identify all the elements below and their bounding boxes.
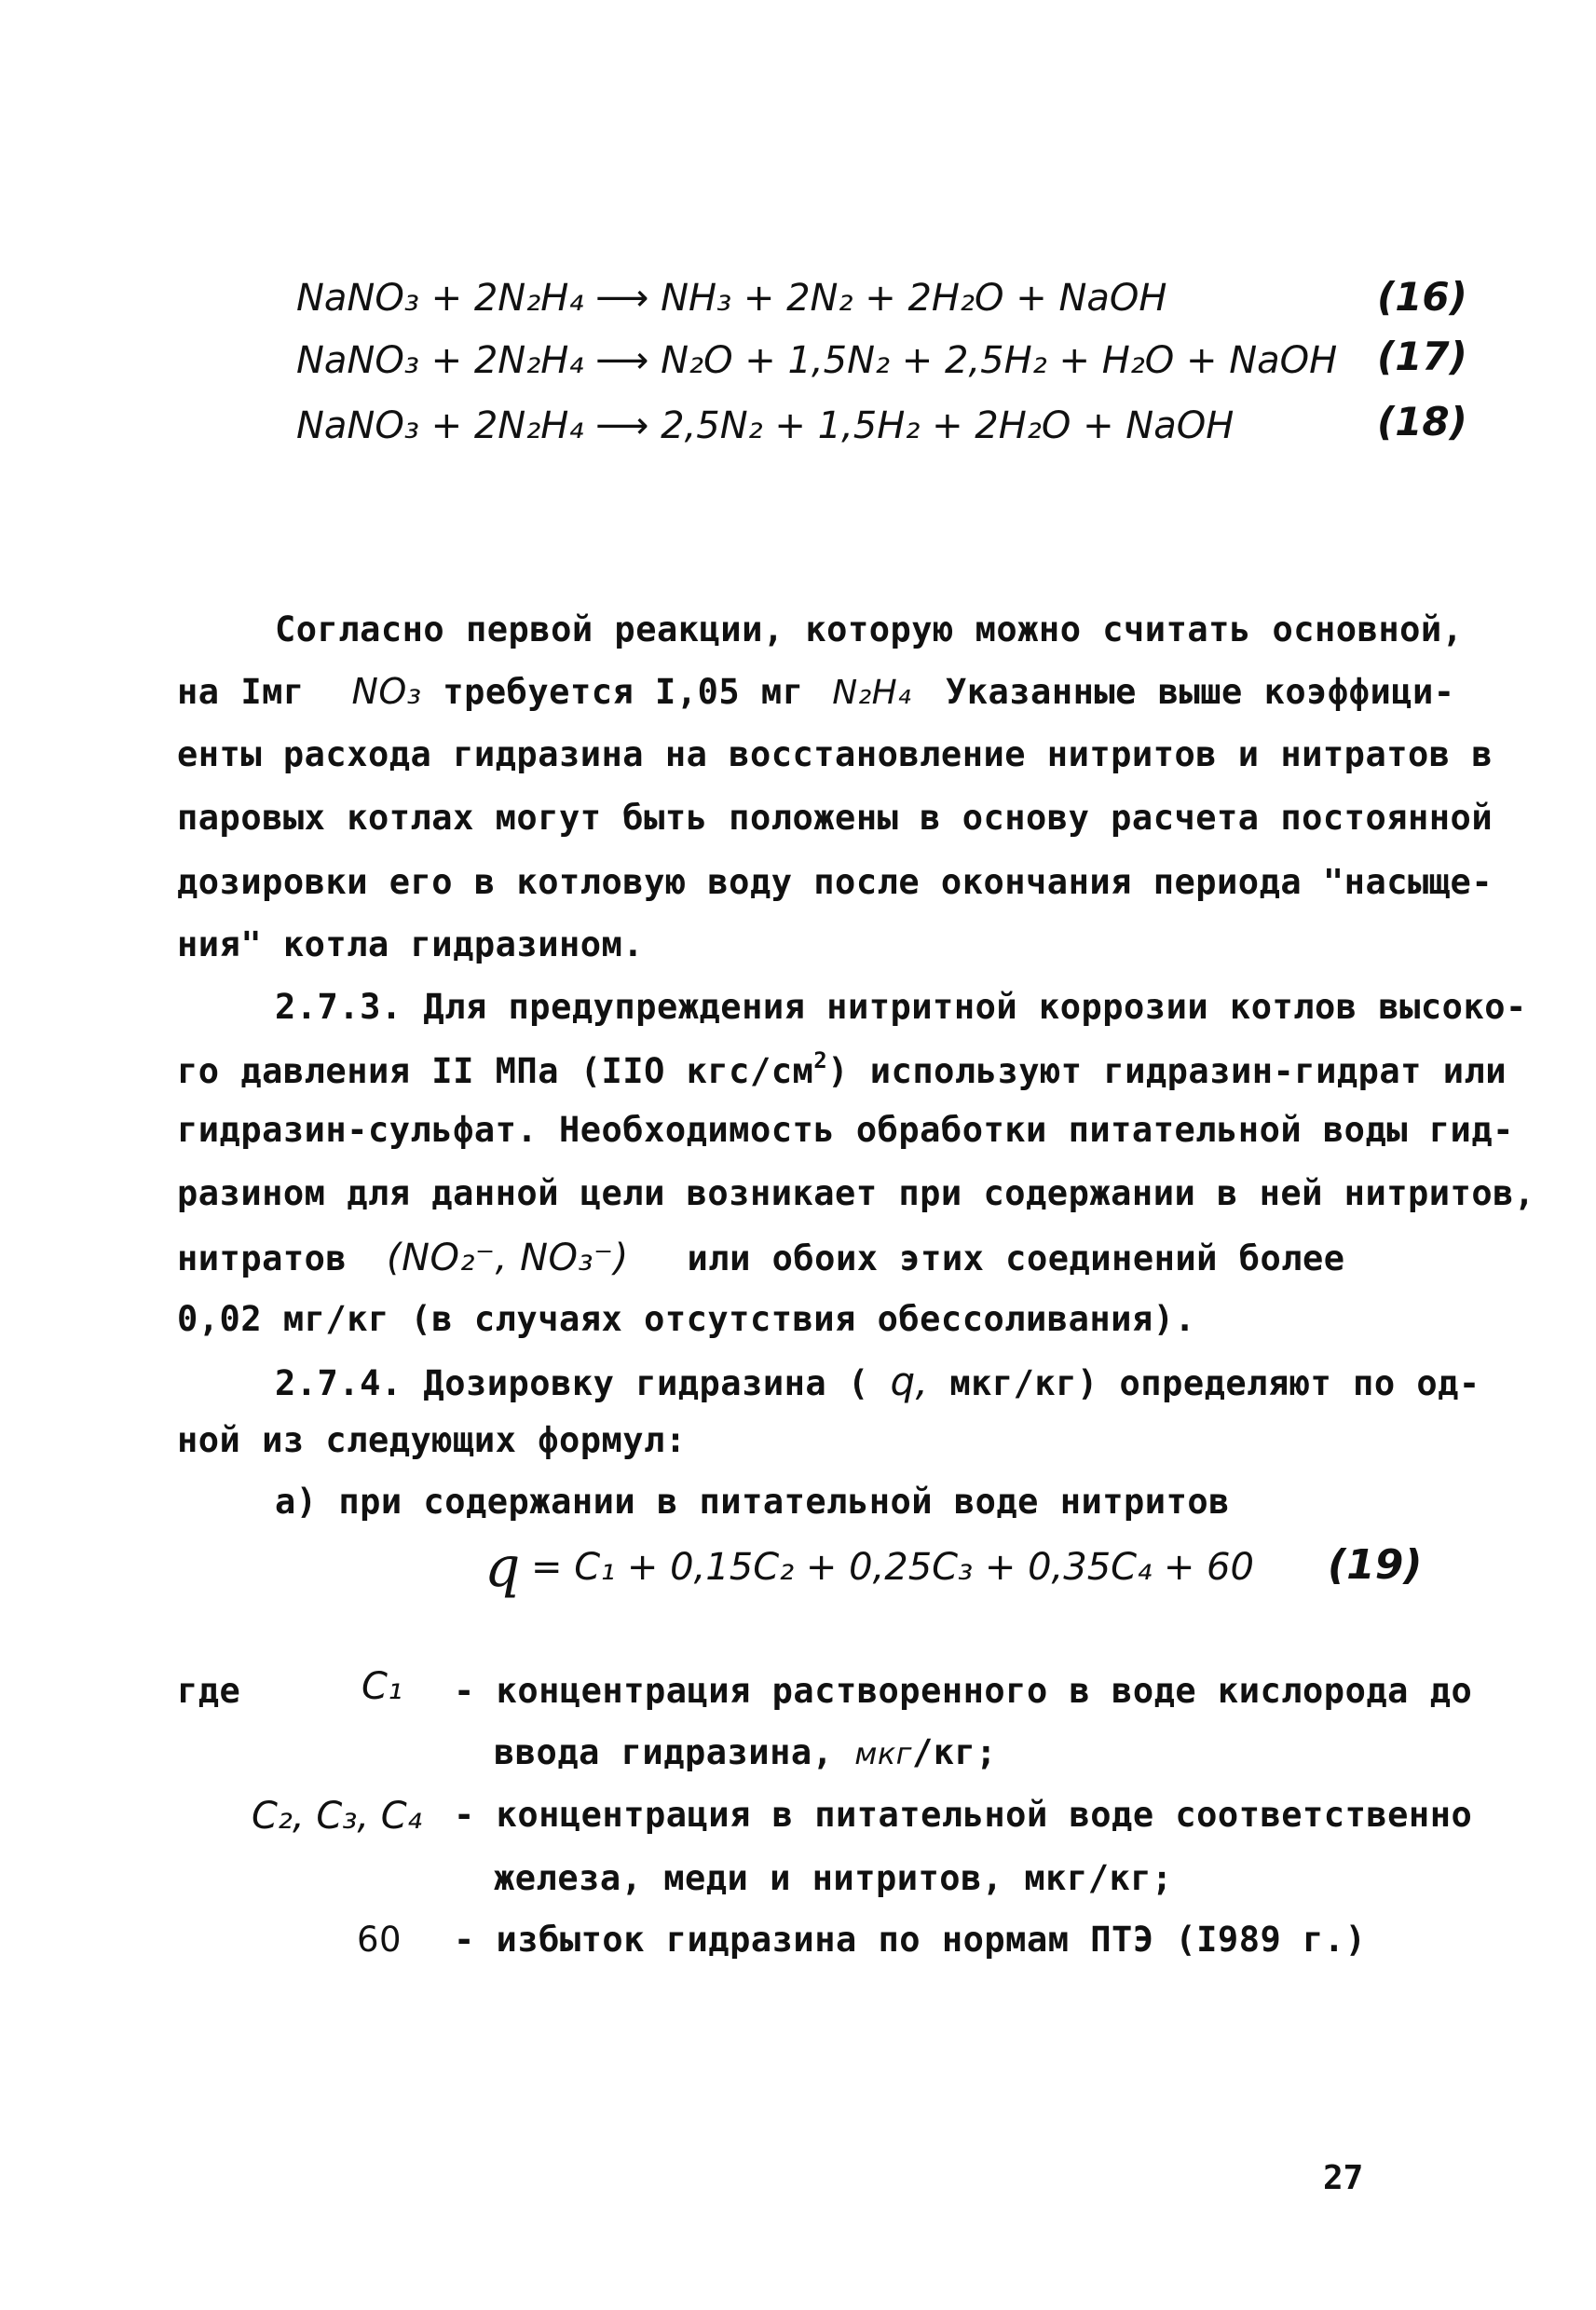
paragraph-2-line-6: 0,02 мг/кг (в случаях отсутствия обессоливания). bbox=[177, 1299, 1196, 1339]
def-c2-text-line-2: железа, меди и нитритов, мкг/кг; bbox=[494, 1858, 1173, 1898]
equation-16-label: (16) bbox=[1377, 274, 1467, 320]
def-c1-text-a: ввода гидразина, bbox=[494, 1732, 834, 1772]
equation-16: NaNO₃ + 2N₂H₄ ⟶ NH₃ + 2N₂ + 2H₂O + NaOH bbox=[296, 277, 1167, 320]
equation-18-label: (18) bbox=[1377, 399, 1467, 444]
p2-superscript: 2 bbox=[813, 1047, 828, 1073]
def-c1-symbol: C₁ bbox=[361, 1665, 402, 1708]
p2-text-a: го давления II МПа (IIO кгс/см bbox=[177, 1051, 814, 1091]
paragraph-1-line-2 bbox=[177, 671, 1455, 712]
paragraph-3-line-2: ной из следующих формул: bbox=[177, 1420, 687, 1460]
p3-text-b: мкг/кг) определяют по од- bbox=[949, 1363, 1480, 1403]
paragraph-3-line-1 bbox=[275, 1359, 1480, 1404]
def-c2-text-line-1: - концентрация в питательной воде соответственно bbox=[454, 1795, 1473, 1835]
equation-17-label: (17) bbox=[1377, 334, 1467, 379]
def-c2-c3-c4-symbols: C₂, C₃, C₄ bbox=[252, 1795, 422, 1838]
def-c1-text-line-2 bbox=[494, 1732, 998, 1772]
equation-18: NaNO₃ + 2N₂H₄ ⟶ 2,5N₂ + 1,5H₂ + 2H₂O + NaOH bbox=[296, 404, 1235, 447]
paragraph-3-line-3: а) при содержании в питательной воде нитритов bbox=[275, 1482, 1230, 1522]
p1-text-b: требуется I,05 мг bbox=[443, 672, 804, 712]
page-number: 27 bbox=[1323, 2159, 1364, 2197]
paragraph-1-line-5: дозировки его в котловую воду после окончания периода "насыще- bbox=[177, 862, 1494, 902]
equation-17: NaNO₃ + 2N₂H₄ ⟶ N₂O + 1,5N₂ + 2,5H₂ + H₂O + NaOH bbox=[296, 339, 1338, 382]
formula-19-q: q bbox=[484, 1535, 521, 1600]
def-60-text: - избыток гидразина по нормам ПТЭ (I989 г.) bbox=[454, 1920, 1367, 1960]
formula-19-label: (19) bbox=[1328, 1541, 1423, 1589]
paragraph-2-line-5 bbox=[177, 1239, 1345, 1277]
no3-formula: NO₃ bbox=[351, 671, 422, 712]
paragraph-1-line-3: енты расхода гидразина на восстановление нитритов и нитратов в bbox=[177, 734, 1494, 774]
def-c1-text-line-1: - концентрация растворенного в воде кислорода до bbox=[454, 1671, 1473, 1711]
def-c1-unit: мкг bbox=[854, 1736, 912, 1771]
paragraph-1-line-6: ния" котла гидразином. bbox=[177, 924, 645, 964]
p2-text-compounds: или обоих этих соединений более bbox=[687, 1238, 1345, 1278]
paragraph-2-line-1: 2.7.3. Для предупреждения нитритной коррозии котлов высоко- bbox=[275, 987, 1527, 1027]
paragraph-1-line-4: паровых котлах могут быть положены в основу расчета постоянной bbox=[177, 798, 1494, 838]
paragraph-2-line-3: гидразин-сульфат. Необходимость обработки питательной воды гид- bbox=[177, 1110, 1514, 1150]
p2-text-b: ) используют гидразин-гидрат или bbox=[827, 1051, 1507, 1091]
where-label: где bbox=[177, 1671, 241, 1711]
def-c1-text-b: /кг; bbox=[911, 1732, 998, 1772]
p1-text-a: на Iмг bbox=[177, 672, 305, 712]
nitrite-nitrate-formula: (NO₂⁻, NO₃⁻) bbox=[387, 1237, 629, 1279]
def-60-symbol: 60 bbox=[357, 1920, 402, 1960]
paragraph-1-line-1: Согласно первой реакции, которую можно считать основной, bbox=[275, 609, 1464, 649]
n2h4-formula: N₂H₄ bbox=[832, 674, 912, 712]
paragraph-2-line-4: разином для данной цели возникает при содержании в ней нитритов, bbox=[177, 1173, 1535, 1213]
paragraph-2-line-2 bbox=[177, 1047, 1507, 1091]
formula-19-rhs: = C₁ + 0,15C₂ + 0,25C₃ + 0,35C₄ + 60 bbox=[531, 1546, 1254, 1589]
p2-text-nitrates: нитратов bbox=[177, 1238, 348, 1278]
p3-text-a: 2.7.4. Дозировку гидразина ( bbox=[275, 1363, 869, 1403]
p1-text-c: Указанные выше коэффици- bbox=[945, 672, 1455, 712]
q-symbol-inline: q, bbox=[890, 1359, 929, 1404]
